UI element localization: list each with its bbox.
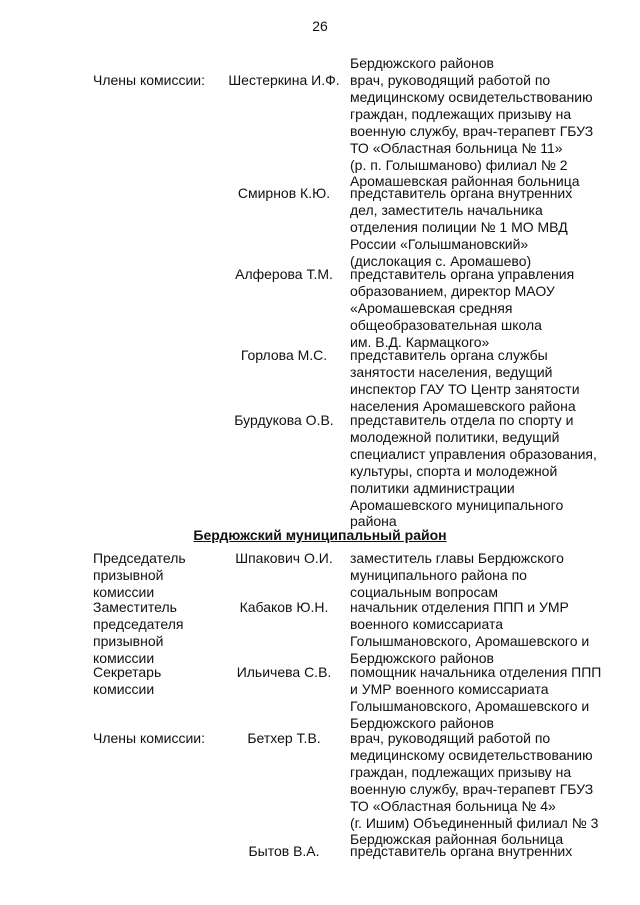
chairman-duty [350, 550, 612, 601]
members-label: Члены комиссии: [93, 730, 206, 746]
member-name: Бытов В.А. [248, 843, 320, 859]
role-line: Секретарь [93, 664, 162, 680]
role-line: комиссии [93, 680, 155, 697]
secretary-duty [350, 664, 612, 732]
duty-line: молодежной политики, ведущий [350, 428, 560, 445]
duty-line: образованием, директор МАОУ [350, 282, 555, 299]
duty-line: представитель органа внутренних [350, 185, 573, 201]
member-duty [350, 412, 612, 530]
member-duty [350, 347, 612, 415]
duty-line: Аромашевского муниципального [350, 496, 564, 513]
duty-line: Бердюжского районов [350, 649, 494, 666]
member-name: Бетхер Т.В. [247, 730, 321, 746]
duty-line: (г. Ишим) Объединенный филиал № 3 [350, 814, 599, 831]
duty-line: представитель органа службы [350, 347, 548, 363]
duty-line: (дислокация с. Аромашево) [350, 252, 532, 269]
duty-line: специалист управления образования, [350, 445, 597, 462]
duty-line: Бердюжская районная больница [350, 831, 564, 848]
duty-line: военного комиссариата [350, 615, 504, 632]
role-line: Председатель [93, 550, 186, 566]
member-name: Алферова Т.М. [235, 266, 333, 282]
chairman-name: Шпакович О.И. [235, 550, 333, 566]
chairman-role [93, 550, 223, 601]
duty-line: муниципального района по [350, 566, 527, 583]
duty-line: отделения полиции № 1 МО МВД [350, 218, 568, 235]
duty-line: им. В.Д. Кармацкого» [350, 333, 490, 350]
duty-line: района [350, 513, 397, 530]
page-number: 26 [312, 18, 328, 34]
continuation-text: Бердюжского районов [350, 55, 494, 71]
secretary-name: Ильичева С.В. [236, 664, 332, 680]
duty-line: ТО «Областная больница № 4» [350, 797, 556, 814]
duty-line: врач, руководящий работой по [350, 72, 551, 88]
duty-line: представитель отдела по спорту и [350, 412, 574, 428]
duty-line: занятости населения, ведущий [350, 363, 553, 380]
duty-line: Бердюжского районов [350, 714, 494, 731]
duty-line: населения Аромашевского района [350, 397, 576, 414]
duty-line: общеобразовательная школа [350, 316, 542, 333]
duty-line: медицинскому освидетельствованию [350, 746, 593, 763]
duty-line: военную службу, врач-терапевт ГБУЗ [350, 122, 594, 139]
deputy-name: Кабаков Ю.Н. [239, 599, 329, 615]
duty-line: Голышмановского, Аромашевского и [350, 697, 590, 714]
role-line: Заместитель [93, 599, 177, 615]
member-name: Бурдукова О.В. [234, 412, 334, 428]
member-name: Шестеркина И.Ф. [228, 72, 340, 88]
deputy-role [93, 599, 223, 667]
duty-line: Голышмановского, Аромашевского и [350, 632, 590, 649]
duty-line: политики администрации [350, 479, 515, 496]
duty-line: ТО «Областная больница № 11» [350, 139, 563, 156]
secretary-role [93, 664, 223, 698]
duty-line: (р. п. Голышманово) филиал № 2 [350, 156, 568, 173]
duty-line: начальник отделения ППП и УМР [350, 599, 569, 615]
duty-line: граждан, подлежащих призыву на [350, 763, 572, 780]
member-name: Смирнов К.Ю. [237, 185, 331, 201]
role-line: комиссии [93, 649, 155, 666]
member-duty [350, 730, 612, 848]
member-duty [350, 72, 612, 190]
duty-line: «Аромашевская средняя [350, 299, 513, 316]
role-line: призывной [93, 566, 164, 583]
role-line: призывной [93, 632, 164, 649]
role-line: председателя [93, 615, 184, 632]
duty-line: представитель органа управления [350, 266, 575, 282]
duty-line: врач, руководящий работой по [350, 730, 551, 746]
members-label: Члены комиссии: [93, 72, 206, 88]
duty-line: заместитель главы Бердюжского [350, 550, 564, 566]
duty-line: медицинскому освидетельствованию [350, 88, 593, 105]
duty-line: дел, заместитель начальника [350, 201, 543, 218]
duty-line: России «Голышмановский» [350, 235, 529, 252]
duty-line: культуры, спорта и молодежной [350, 462, 558, 479]
role-line: комиссии [93, 583, 155, 600]
duty-line: инспектор ГАУ ТО Центр занятости [350, 380, 580, 397]
duty-line: социальным вопросам [350, 583, 498, 600]
member-duty [350, 266, 612, 351]
member-duty [350, 843, 612, 860]
deputy-duty [350, 599, 612, 667]
duty-line: помощник начальника отделения ППП [350, 664, 602, 680]
duty-line: представитель органа внутренних [350, 843, 573, 859]
duty-line: военную службу, врач-терапевт ГБУЗ [350, 780, 594, 797]
duty-line: и УМР военного комиссариата [350, 680, 549, 697]
member-duty [350, 185, 612, 270]
member-name: Горлова М.С. [240, 347, 328, 363]
duty-line: граждан, подлежащих призыву на [350, 105, 572, 122]
duty-line: Аромашевская районная больница [350, 173, 580, 190]
section-heading: Бердюжский муниципальный район [193, 527, 447, 543]
